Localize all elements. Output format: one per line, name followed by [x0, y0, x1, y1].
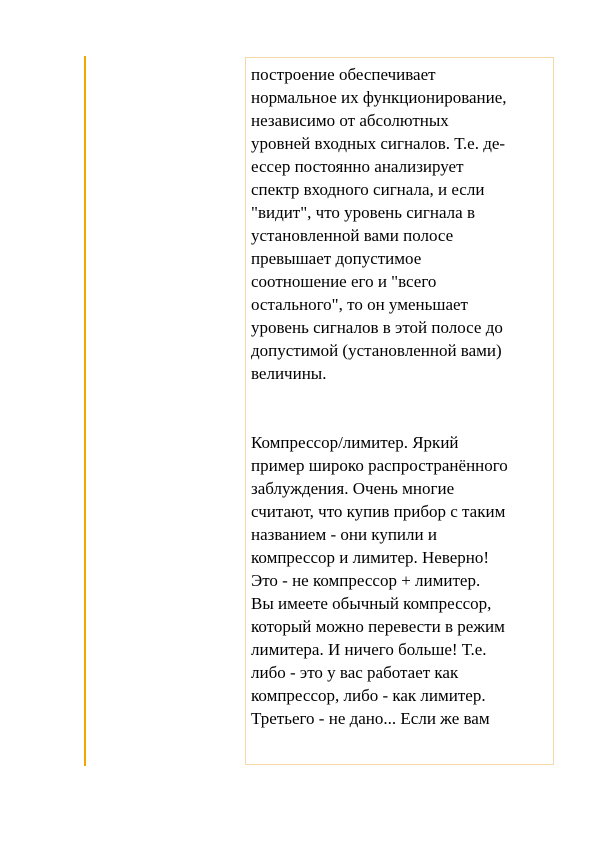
text-line: остального", то он уменьшает: [251, 295, 468, 314]
text-line: названием - они купили и: [251, 525, 437, 544]
text-line: который можно перевести в режим: [251, 617, 505, 636]
text-line: Вы имеете обычный компрессор,: [251, 594, 492, 613]
text-line: построение обеспечивает: [251, 65, 436, 84]
text-line: пример широко распространённого: [251, 456, 508, 475]
text-line: допустимой (установленной вами): [251, 341, 502, 360]
text-line: компрессор, либо - как лимитер.: [251, 686, 486, 705]
text-line: нормальное их функционирование,: [251, 88, 507, 107]
text-line: заблуждения. Очень многие: [251, 479, 455, 498]
paragraph-2: [251, 431, 551, 730]
text-line: уровень сигналов в этой полосе до: [251, 318, 503, 337]
text-line: компрессор и лимитер. Неверно!: [251, 548, 490, 567]
text-line: считают, что купив прибор с таким: [251, 502, 506, 521]
paragraph-spacing: [251, 385, 551, 431]
text-line: "видит", что уровень сигнала в: [251, 203, 475, 222]
text-line: Третьего - не дано... Если же вам: [251, 709, 490, 728]
text-line: независимо от абсолютных: [251, 111, 449, 130]
text-line: Компрессор/лимитер. Яркий: [251, 433, 459, 452]
text-frame: [245, 57, 554, 765]
paragraph-1: [251, 63, 551, 385]
text-line: ессер постоянно анализирует: [251, 157, 464, 176]
text-line: спектр входного сигнала, и если: [251, 180, 485, 199]
margin-rule: [84, 56, 86, 766]
text-line: лимитера. И ничего больше! Т.е.: [251, 640, 487, 659]
text-line: установленной вами полосе: [251, 226, 454, 245]
text-line: Это - не компрессор + лимитер.: [251, 571, 481, 590]
text-line: либо - это у вас работает как: [251, 663, 459, 682]
body-text: [251, 63, 551, 730]
text-line: величины.: [251, 364, 327, 383]
text-line: превышает допустимое: [251, 249, 422, 268]
text-line: уровней входных сигналов. Т.е. де-: [251, 134, 506, 153]
text-line: соотношение его и "всего: [251, 272, 437, 291]
